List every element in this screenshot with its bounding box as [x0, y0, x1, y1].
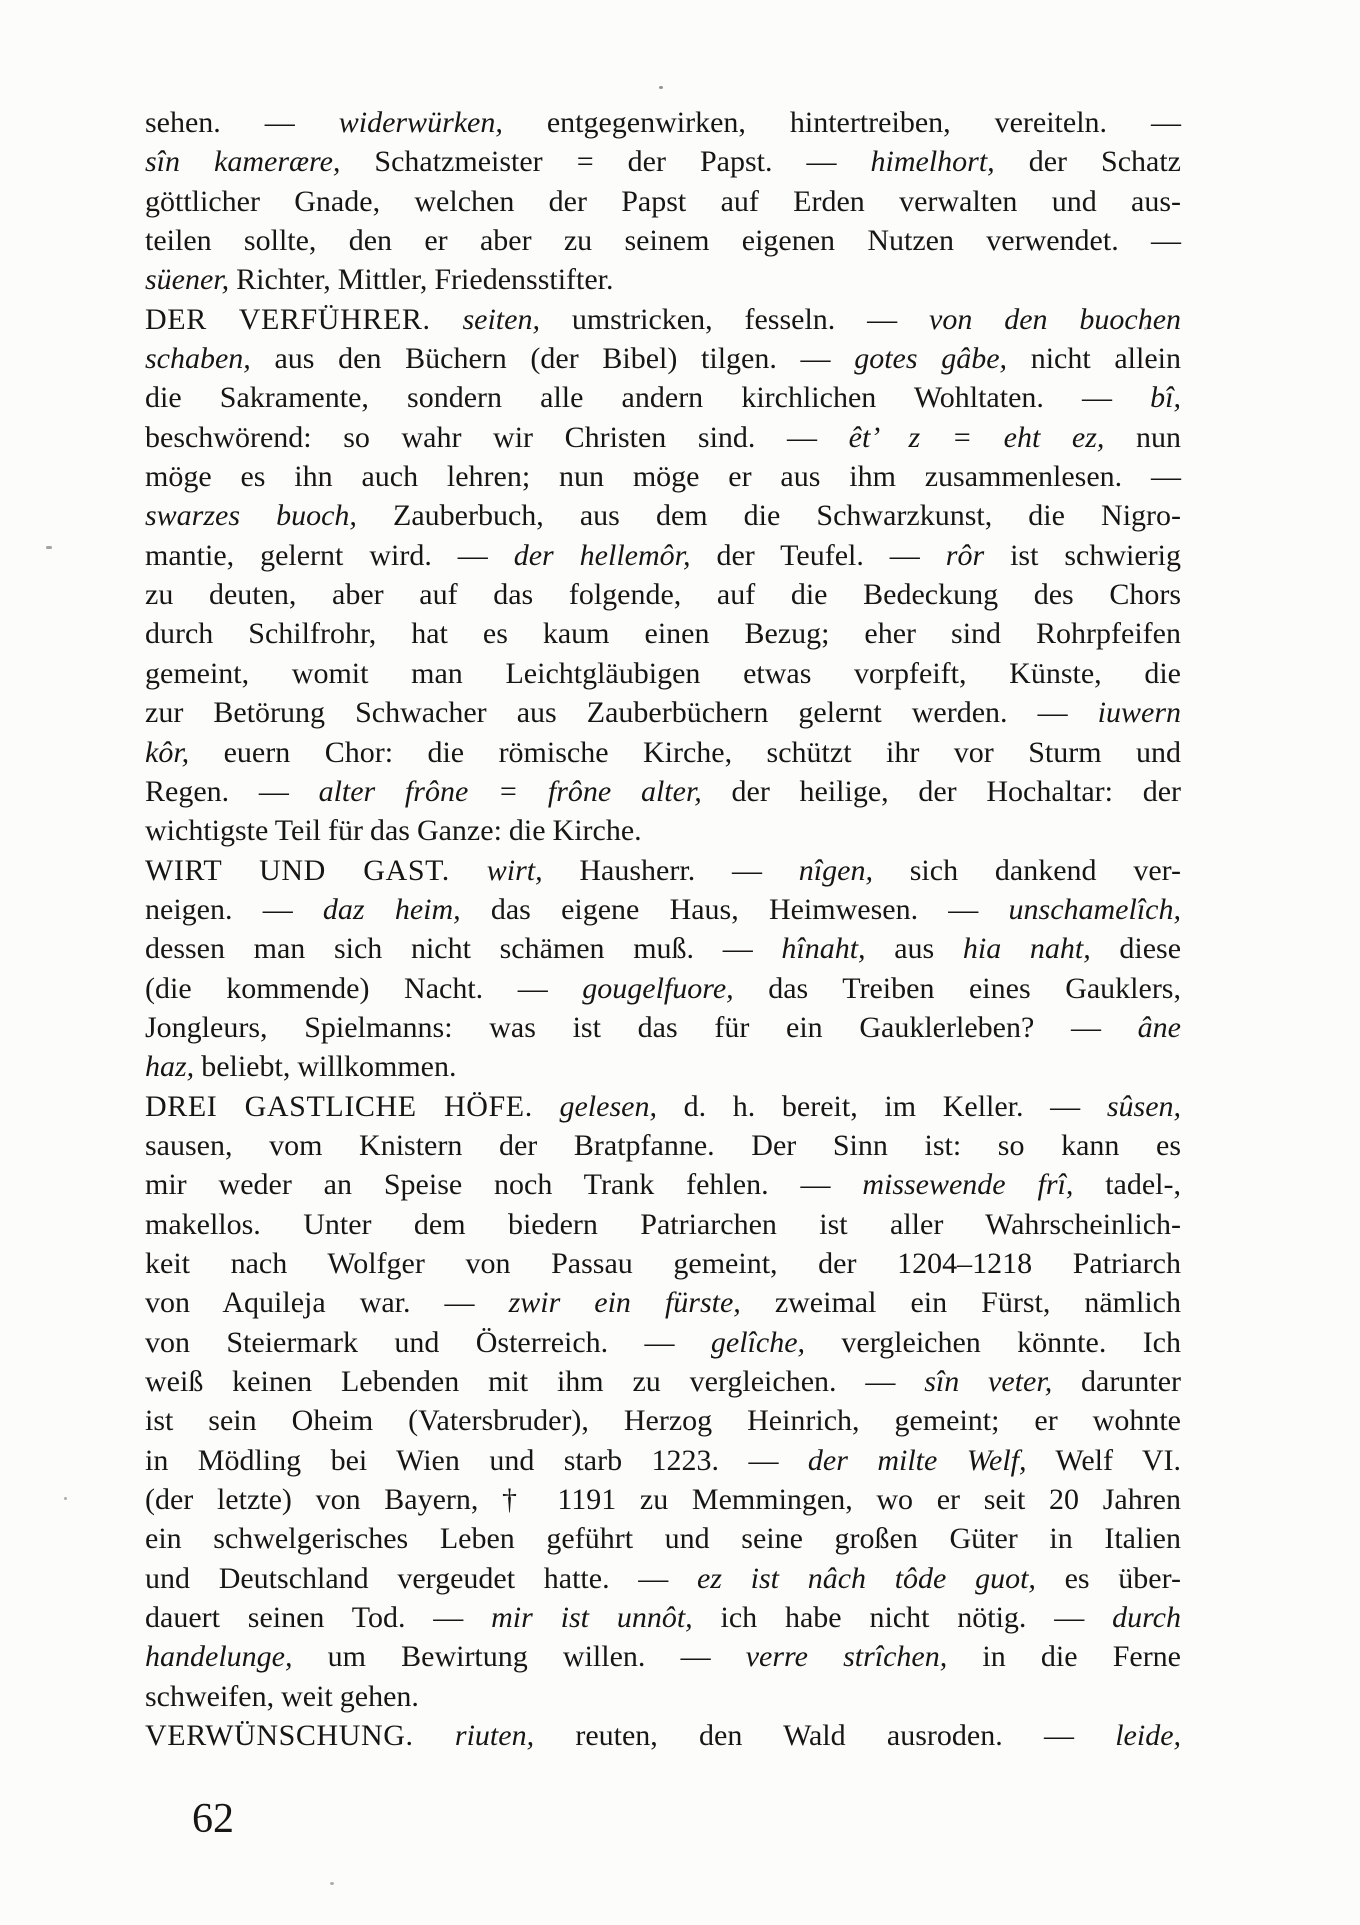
lemma-italic: süener, [145, 263, 230, 297]
lemma-italic: zwir ein fürste, [508, 1286, 741, 1320]
text-line [145, 929, 1181, 968]
lemma-italic: von den buochen [929, 302, 1182, 336]
scan-speckle [659, 86, 663, 89]
text-run: wichtigste Teil für das Ganze: die Kirche. [145, 814, 642, 848]
lemma-italic: unschamelîch, [1008, 892, 1181, 926]
lemma-italic: leide, [1115, 1719, 1182, 1753]
lemma-italic: hînaht, [781, 932, 866, 966]
text-run: nun [1104, 420, 1182, 454]
text-run: aus den Büchern (der Bibel) tilgen. — [250, 342, 855, 376]
text-run: neigen. — [145, 892, 323, 926]
text-run: mantie, gelernt wird. — [145, 538, 514, 572]
text-run: zur Betörung Schwacher aus Zauberbüchern gelernt werden. — [145, 696, 1098, 730]
lemma-italic: widerwürken, [338, 106, 503, 139]
text-line [145, 1047, 1181, 1086]
text-run: sehen. — [145, 106, 339, 139]
lemma-italic: handelunge, [145, 1640, 293, 1674]
text-run: umstricken, fesseln. — [539, 302, 930, 336]
text-run: Hausherr. — [542, 853, 799, 887]
text-line [145, 1598, 1181, 1637]
section-heading: DER VERFÜHRER. [145, 302, 431, 336]
text-run: dessen man sich nicht schämen muß. — [145, 932, 782, 966]
lemma-italic: alter frône = frône alter, [318, 774, 702, 808]
text-run: beschwörend: so wahr wir Christen sind. — [145, 420, 849, 454]
text-line [145, 614, 1181, 653]
text-run: göttlicher Gnade, welchen der Papst auf Erden verwalten und aus- [145, 184, 1181, 218]
lemma-italic: verre strîchen, [745, 1640, 948, 1674]
text-run: sich dankend ver- [872, 853, 1182, 887]
text-line [145, 1205, 1181, 1244]
text-run: möge es ihn auch lehren; nun möge er aus ihm zusammenlesen. — [145, 460, 1181, 494]
text-run: Regen. — [145, 774, 319, 808]
text-run: makellos. Unter dem biedern Patriarchen ist aller Wahrscheinlich- [145, 1207, 1181, 1241]
lemma-italic: schaben, [145, 342, 251, 376]
text-line [145, 300, 1181, 339]
text-line [145, 1401, 1181, 1440]
lemma-italic: hia naht, [962, 932, 1091, 966]
text-run: von Steiermark und Österreich. — [145, 1325, 711, 1359]
text-run: Jongleurs, Spielmanns: was ist das für ein Gauklerleben? — [145, 1010, 1138, 1044]
lemma-italic: nîgen, [798, 853, 873, 887]
lemma-italic: ez ist nâch tôde guot, [696, 1561, 1036, 1595]
text-line [145, 1244, 1181, 1283]
text-run: ist schwierig [984, 538, 1182, 572]
text-line [145, 693, 1181, 732]
text-run: Zauberbuch, aus dem die Schwarzkunst, die Nigro- [356, 499, 1182, 533]
section-heading: WIRT UND GAST. [145, 853, 450, 887]
lemma-italic: sîn kamerære, [145, 145, 341, 179]
lemma-italic: wirt, [486, 853, 543, 887]
text-run: zweimal ein Fürst, nämlich [740, 1286, 1181, 1320]
lemma-italic: êt’ z = eht ez, [848, 420, 1105, 454]
lemma-italic: gelesen, [559, 1089, 657, 1123]
lemma-italic: der hellemôr, [513, 538, 691, 572]
text-run: (der letzte) von Bayern, † 1191 zu Memmingen, wo er seit 20 Jahren [145, 1483, 1181, 1517]
lemma-italic: himelhort, [870, 145, 995, 179]
text-line [145, 536, 1181, 575]
section-heading: VERWÜNSCHUNG. [145, 1719, 414, 1753]
page-text [145, 103, 1181, 1755]
text-run [533, 1090, 560, 1123]
text-line [145, 1323, 1181, 1362]
text-run: ich habe nicht nötig. — [692, 1601, 1113, 1635]
lemma-italic: rôr [945, 538, 985, 572]
text-line [145, 457, 1181, 496]
scan-speckle [46, 546, 52, 549]
text-run: von Aquileja war. — [145, 1286, 509, 1320]
lemma-italic: gotes gâbe, [854, 342, 1008, 376]
text-run: diese [1090, 932, 1182, 966]
lemma-italic: missewende frî, [862, 1168, 1074, 1202]
text-run: (die kommende) Nacht. — [145, 971, 583, 1005]
text-run: reuten, den Wald ausroden. — [534, 1719, 1116, 1753]
text-run: Richter, Mittler, Friedensstifter. [229, 263, 614, 297]
lemma-italic: sûsen, [1106, 1089, 1182, 1123]
text-run: zu deuten, aber auf das folgende, auf die Bedeckung des Chors [145, 578, 1181, 612]
lemma-italic: daz heim, [322, 892, 461, 926]
lemma-italic: riuten, [454, 1719, 535, 1753]
lemma-italic: swarzes buoch, [145, 499, 357, 533]
text-run: das eigene Haus, Heimwesen. — [460, 892, 1009, 926]
text-run: die Sakramente, sondern alle andern kirchlichen Wohltaten. — [145, 381, 1151, 415]
text-run: und Deutschland vergeudet hatte. — [145, 1561, 697, 1595]
text-run: es über- [1035, 1561, 1182, 1595]
text-line [145, 1283, 1181, 1322]
lemma-italic: mir ist unnôt, [491, 1601, 693, 1635]
lemma-italic: iuwern [1097, 696, 1181, 730]
text-run: sausen, vom Knistern der Bratpfanne. Der Sinn ist: so kann es [145, 1128, 1181, 1162]
text-line [145, 1559, 1181, 1598]
text-run: schweifen, weit gehen. [145, 1679, 419, 1713]
text-line [145, 969, 1181, 1008]
scan-speckle [330, 1882, 334, 1885]
text-run: Schatzmeister = der Papst. — [340, 145, 871, 179]
text-line [145, 654, 1181, 693]
text-run: euern Chor: die römische Kirche, schützt ihr vor Sturm und [189, 735, 1181, 769]
text-line [145, 1519, 1181, 1558]
lemma-italic: bî, [1150, 381, 1181, 415]
text-run: durch Schilfrohr, hat es kaum einen Bezug; eher sind Rohrpfeifen [145, 617, 1181, 651]
scan-speckle [1144, 327, 1147, 330]
text-run: dauert seinen Tod. — [145, 1601, 492, 1635]
text-line [145, 1441, 1181, 1480]
text-run: entgegenwirken, hintertreiben, vereiteln. — [502, 106, 1181, 139]
text-line [145, 890, 1181, 929]
text-line [145, 378, 1181, 417]
text-line [145, 1637, 1181, 1676]
text-line [145, 221, 1181, 260]
text-run: weiß keinen Lebenden mit ihm zu vergleichen. — [145, 1365, 925, 1398]
text-line [145, 1008, 1181, 1047]
text-run: Welf VI. [1026, 1443, 1182, 1477]
text-run: tadel-, [1073, 1168, 1181, 1202]
text-run: nicht allein [1007, 342, 1181, 376]
text-run: d. h. bereit, im Keller. — [656, 1089, 1107, 1123]
text-run: beliebt, willkommen. [194, 1050, 457, 1084]
text-run [431, 303, 463, 336]
text-run: der Schatz [994, 145, 1181, 179]
lemma-italic: gougelfuore, [582, 971, 734, 1005]
text-line [145, 260, 1181, 299]
text-run: mir weder an Speise noch Trank fehlen. — [145, 1168, 863, 1202]
text-line [145, 142, 1181, 181]
text-run: in Mödling bei Wien und starb 1223. — [145, 1443, 808, 1477]
lemma-italic: der milte Welf, [807, 1443, 1027, 1477]
scan-speckle [64, 1497, 67, 1500]
text-run: ein schwelgerisches Leben geführt und seine großen Güter in Italien [145, 1522, 1181, 1556]
text-run [450, 854, 487, 887]
text-line [145, 496, 1181, 535]
text-run: keit nach Wolfger von Passau gemeint, der 1204–1218 Patriarch [145, 1246, 1181, 1280]
text-run: gemeint, womit man Leichtgläubigen etwas vorpfeift, Künste, die [145, 656, 1181, 690]
lemma-italic: gelîche, [710, 1325, 806, 1359]
text-run: aus [865, 932, 963, 966]
text-line [145, 733, 1181, 772]
text-run: in die Ferne [947, 1640, 1181, 1674]
lemma-italic: seiten, [462, 302, 540, 336]
lemma-italic: sîn veter, [924, 1365, 1053, 1398]
text-line [145, 1126, 1181, 1165]
section-heading: DREI GASTLICHE HÖFE. [145, 1089, 533, 1123]
text-run: vergleichen könnte. Ich [805, 1325, 1181, 1359]
lemma-italic: haz, [145, 1050, 195, 1084]
text-line [145, 772, 1181, 811]
text-line [145, 1165, 1181, 1204]
text-line [145, 1480, 1181, 1519]
page-number: 62 [192, 1796, 234, 1842]
text-line [145, 851, 1181, 890]
text-run: um Bewirtung willen. — [292, 1640, 746, 1674]
text-line [145, 811, 1181, 850]
text-line [145, 575, 1181, 614]
text-run: der Teufel. — [690, 538, 946, 572]
text-run: ist sein Oheim (Vatersbruder), Herzog Heinrich, gemeint; er wohnte [145, 1404, 1181, 1438]
text-line [145, 1677, 1181, 1716]
lemma-italic: kôr, [145, 735, 190, 769]
text-line [145, 418, 1181, 457]
text-line [145, 1087, 1181, 1126]
text-run: teilen sollte, den er aber zu seinem eigenen Nutzen verwendet. — [145, 224, 1181, 258]
text-run: der heilige, der Hochaltar: der [701, 774, 1182, 808]
text-line [145, 103, 1181, 142]
text-line [145, 1716, 1181, 1755]
text-run: darunter [1052, 1365, 1181, 1398]
text-line [145, 339, 1181, 378]
lemma-italic: durch [1112, 1601, 1181, 1635]
text-run: das Treiben eines Gauklers, [733, 971, 1181, 1005]
text-run [414, 1719, 455, 1752]
text-line [145, 1362, 1181, 1401]
text-line [145, 182, 1181, 221]
lemma-italic: âne [1137, 1010, 1181, 1044]
